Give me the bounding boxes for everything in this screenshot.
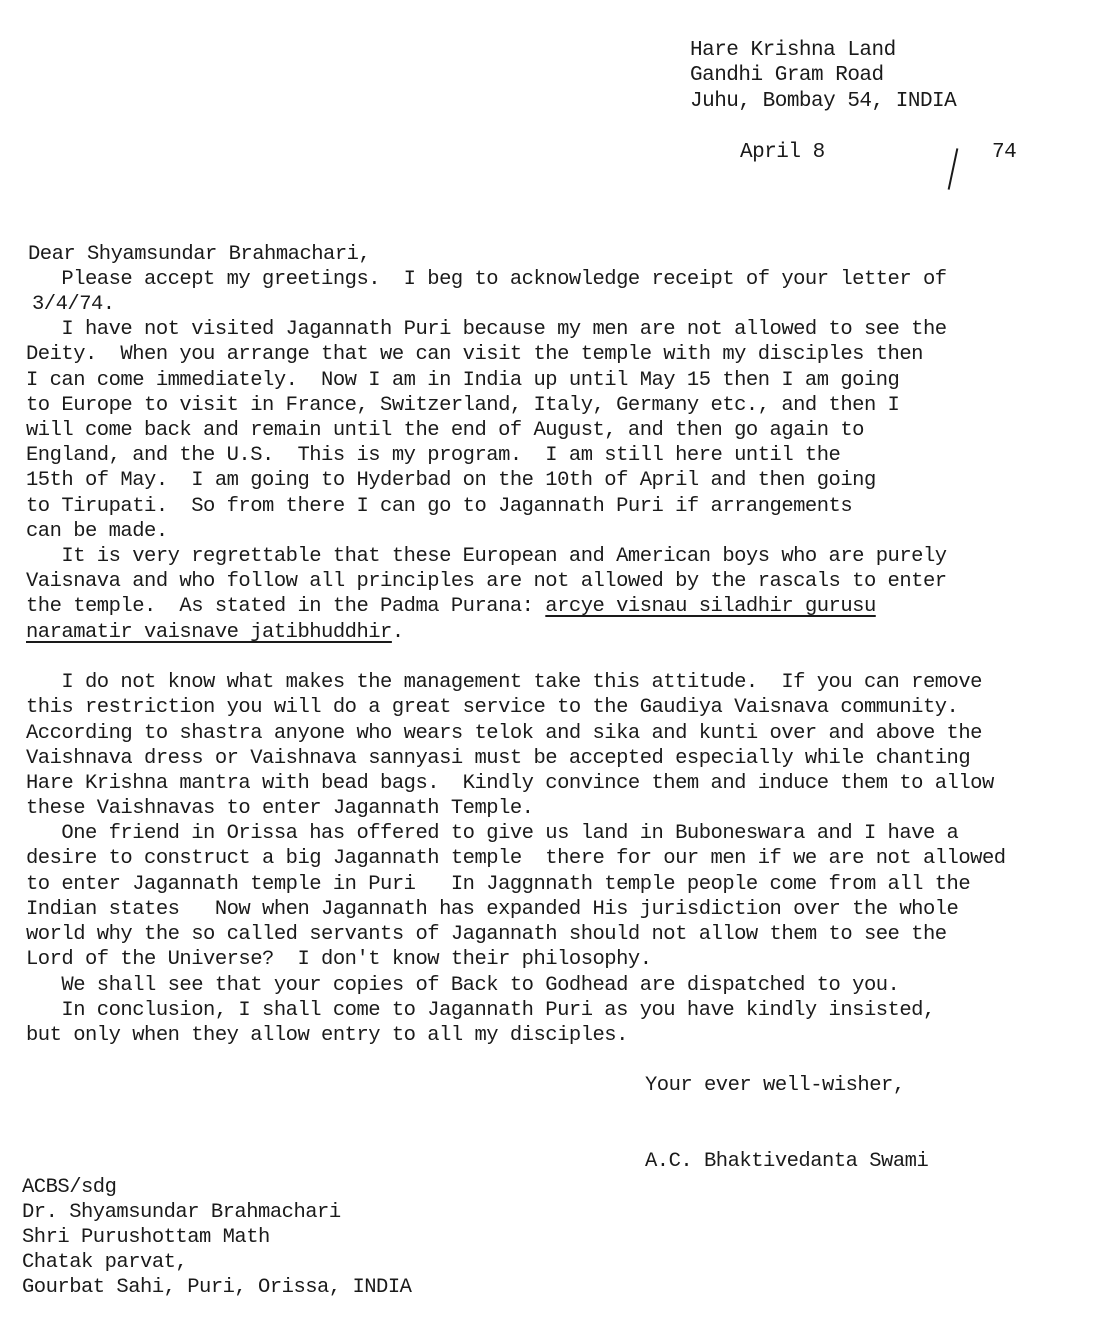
body-line: Vaisnava and who follow all principles are not allowed by the rascals to enter: [26, 570, 947, 593]
body-line: Vaishnava dress or Vaishnava sannyasi must be accepted especially while chanting: [26, 747, 971, 770]
body-line: 3/4/74.: [32, 293, 115, 316]
recipient-line: Dr. Shyamsundar Brahmachari: [22, 1201, 341, 1224]
signature: A.C. Bhaktivedanta Swami: [645, 1150, 929, 1173]
body-line: these Vaishnavas to enter Jagannath Temple.: [26, 797, 534, 820]
sender-address-line2: Gandhi Gram Road: [690, 64, 884, 87]
body-line: will come back and remain until the end of August, and then go again to: [26, 419, 864, 442]
padma-quote-part2: naramatir vaisnave jatibhuddhir: [26, 621, 392, 644]
body-line: I can come immediately. Now I am in India up until May 15 then I am going: [26, 369, 900, 392]
padma-line-prefix: the temple. As stated in the Padma Purana:: [26, 595, 546, 618]
body-line: this restriction you will do a great service to the Gaudiya Vaisnava community.: [26, 696, 959, 719]
body-line: Hare Krishna mantra with bead bags. Kindly convince them and induce them to allow: [26, 772, 994, 795]
body-line: to enter Jagannath temple in Puri In Jaggnnath temple people come from all the: [26, 873, 971, 896]
padma-quote-part1: arcye visnau siladhir gurusu: [545, 595, 876, 618]
body-line: Lord of the Universe? I don't know their philosophy.: [26, 948, 652, 971]
sender-address-line3: Juhu, Bombay 54, INDIA: [690, 90, 957, 113]
recipient-line: Shri Purushottam Math: [22, 1226, 270, 1249]
padma-purana-line-2: [26, 620, 404, 645]
sender-address-line1: Hare Krishna Land: [690, 39, 896, 62]
date-year: 74: [992, 141, 1017, 164]
salutation: Dear Shyamsundar Brahmachari,: [28, 243, 371, 266]
body-line: We shall see that your copies of Back to Godhead are dispatched to you.: [26, 974, 900, 997]
body-line: According to shastra anyone who wears telok and sika and kunti over and above the: [26, 722, 982, 745]
body-line: can be made.: [26, 520, 168, 543]
body-line: One friend in Orissa has offered to give us land in Buboneswara and I have a: [26, 822, 959, 845]
body-line: I do not know what makes the management take this attitude. If you can remove: [26, 671, 982, 694]
padma-quote-end: .: [391, 621, 404, 644]
body-line: to Tirupati. So from there I can go to Jagannath Puri if arrangements: [26, 495, 853, 518]
recipient-line: Chatak parvat,: [22, 1251, 188, 1274]
body-line: 15th of May. I am going to Hyderbad on the 10th of April and then going: [26, 469, 876, 492]
padma-purana-line: [26, 594, 876, 619]
body-line: In conclusion, I shall come to Jagannath Puri as you have kindly insisted,: [26, 999, 935, 1022]
body-line: Indian states Now when Jagannath has expanded His jurisdiction over the whole: [26, 898, 959, 921]
closing: Your ever well-wisher,: [645, 1074, 905, 1097]
body-line: Deity. When you arrange that we can visit the temple with my disciples then: [26, 343, 923, 366]
body-line: England, and the U.S. This is my program. I am still here until the: [26, 444, 841, 467]
body-line: but only when they allow entry to all my disciples.: [26, 1024, 628, 1047]
body-line: I have not visited Jagannath Puri because my men are not allowed to see the: [26, 318, 947, 341]
body-line: desire to construct a big Jagannath temple there for our men if we are not allowed: [26, 847, 1006, 870]
body-line: Please accept my greetings. I beg to acknowledge receipt of your letter of: [26, 268, 947, 291]
body-line: It is very regrettable that these European and American boys who are purely: [26, 545, 947, 568]
date-month-day: April 8: [740, 141, 825, 164]
reference-initials: ACBS/sdg: [22, 1176, 117, 1199]
body-line: to Europe to visit in France, Switzerland, Italy, Germany etc., and then I: [26, 394, 900, 417]
date-slash: [948, 148, 959, 189]
recipient-line: Gourbat Sahi, Puri, Orissa, INDIA: [22, 1276, 412, 1299]
body-line: world why the so called servants of Jagannath should not allow them to see the: [26, 923, 947, 946]
